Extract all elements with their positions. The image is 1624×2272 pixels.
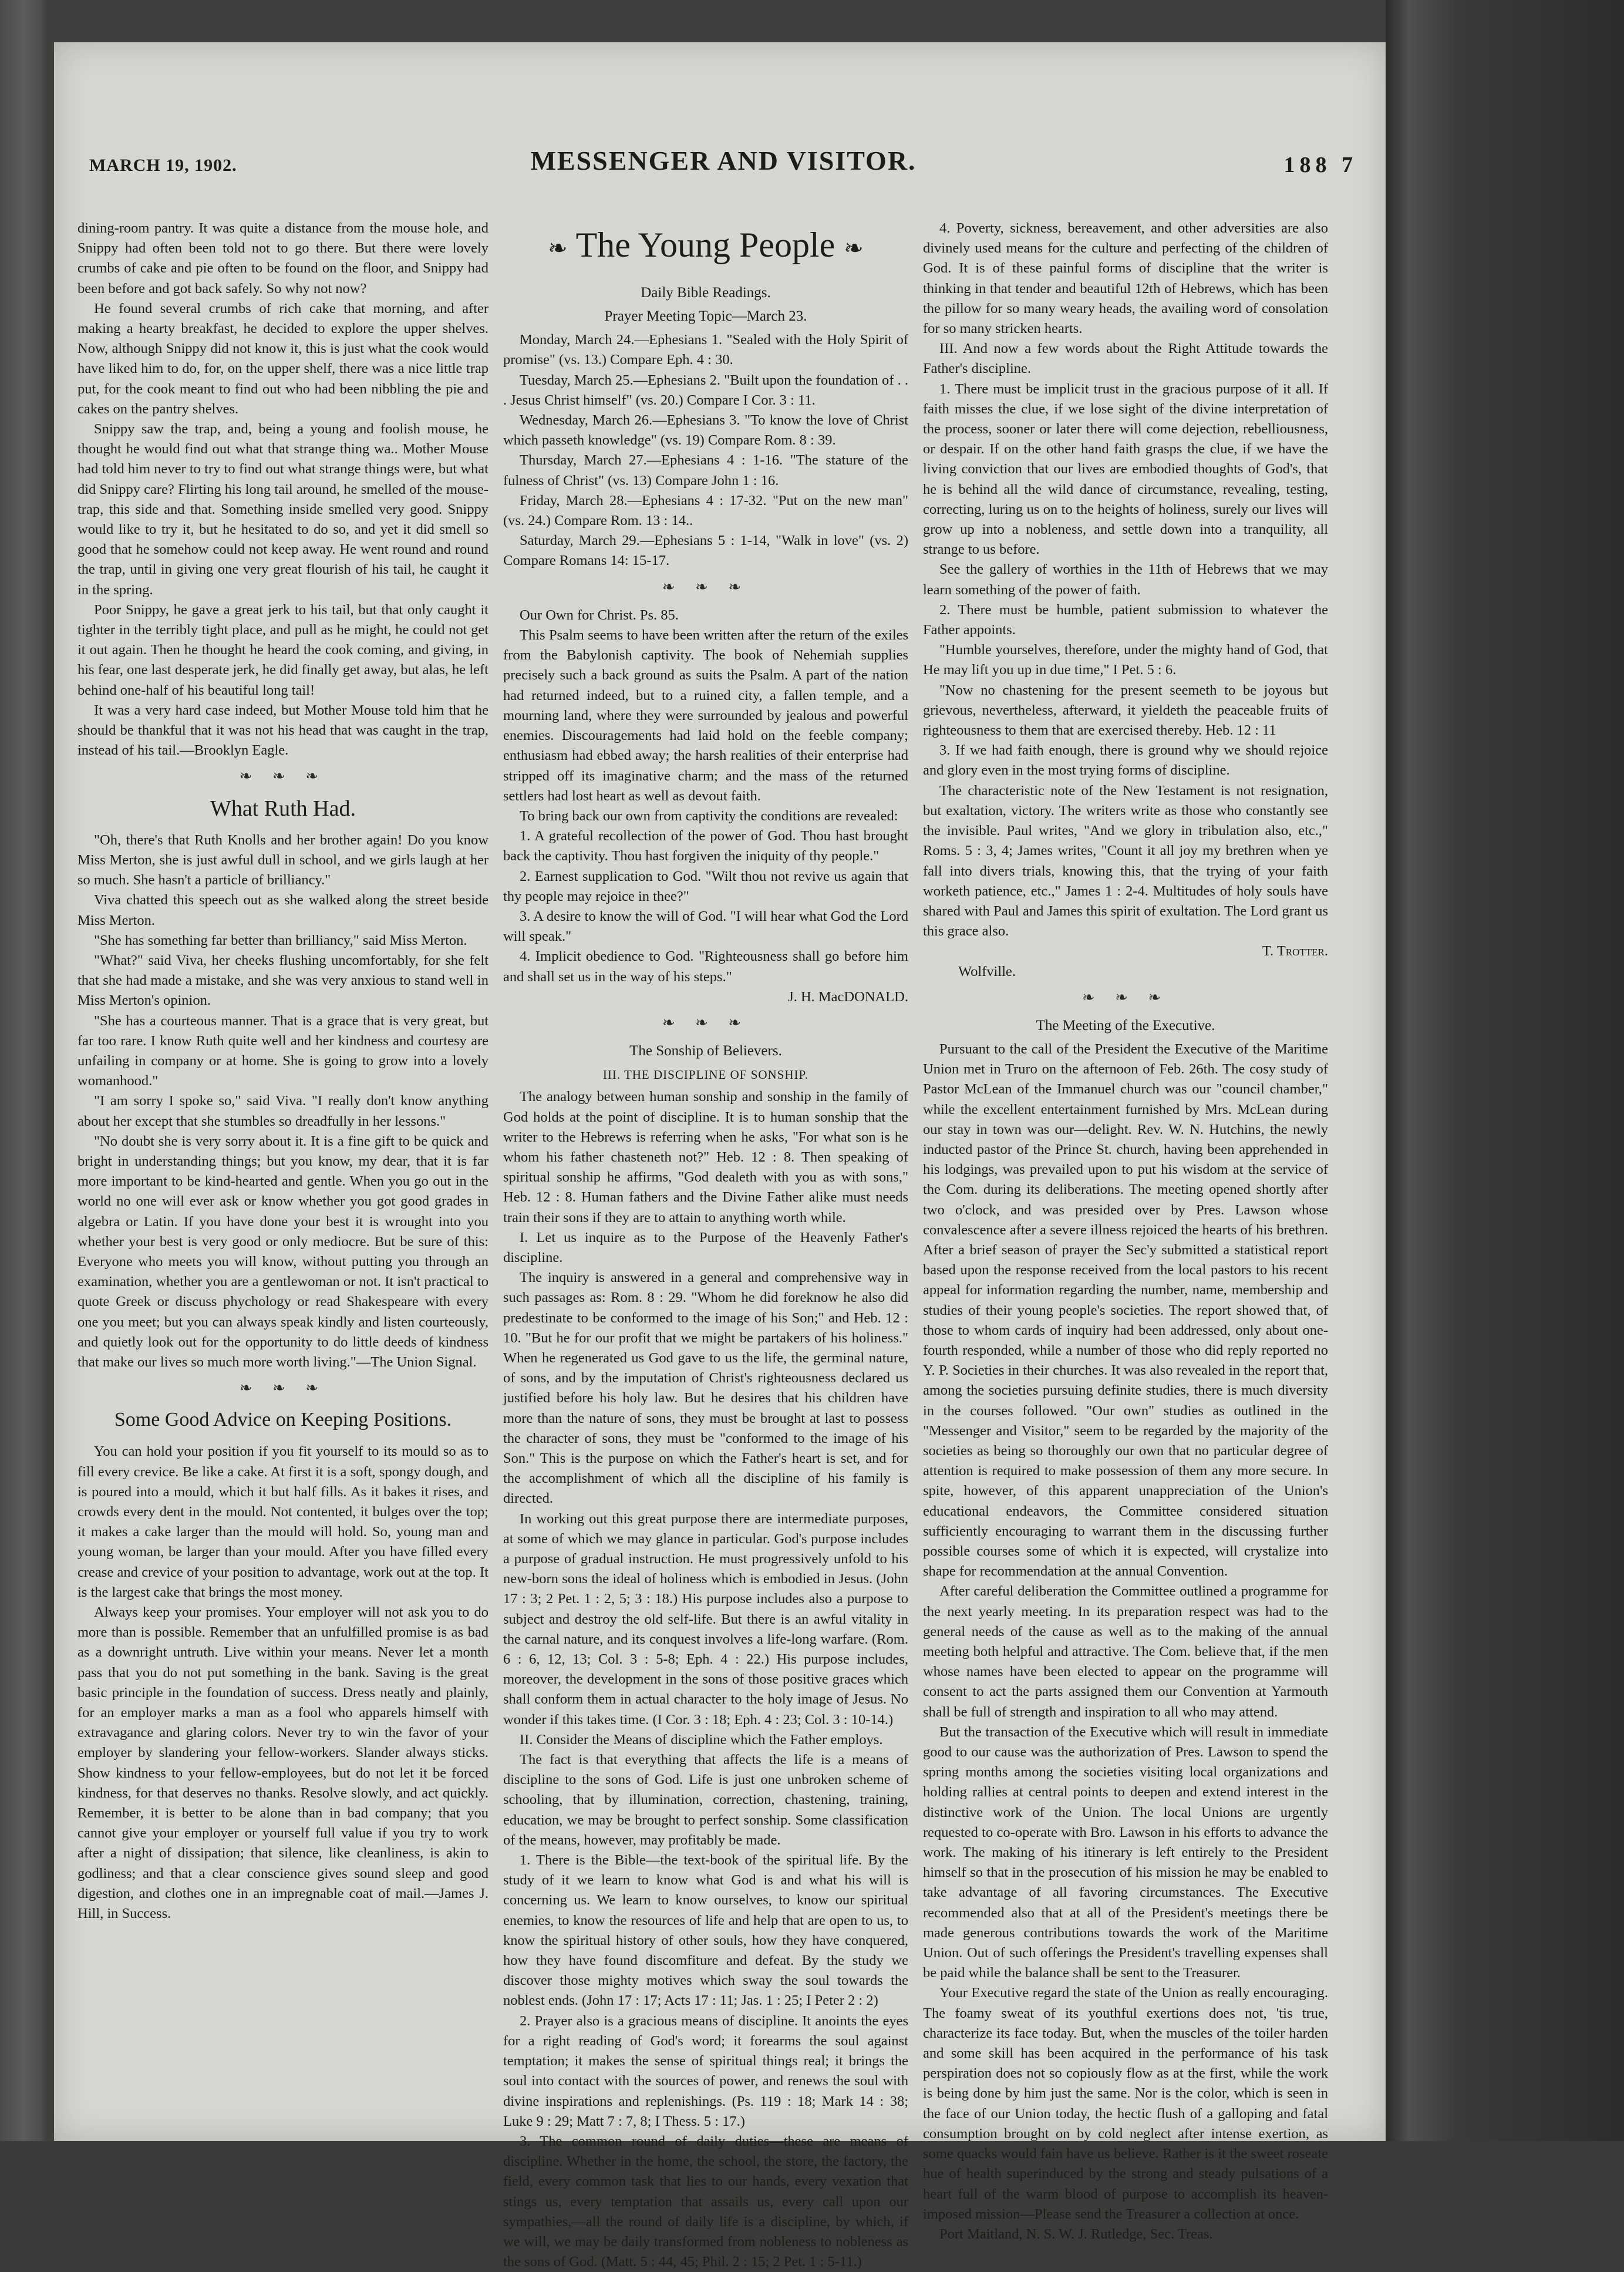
newspaper-title: MESSENGER AND VISITOR. xyxy=(530,146,917,176)
trotter-signature: T. Trotter. xyxy=(1262,943,1328,960)
fleuron-left-icon: ❧ xyxy=(548,235,568,262)
column-middle xyxy=(503,218,908,2272)
sonship-paragraph: 1. There is the Bible—the text-book of the spiritual life. By the study of it we learn to know what God is and what his will is concerning us. We learn to know ourselves, to know our spiritual enemies, to know the resources of life and help that are open to us, to know the spiritual history of other souls, how they have conquered, how they have found discomfiture and defeat. By the study we discover those mighty motives which sway the soul towards the noblest ends. (John 17 : 17; Acts 17 : 11; Jas. 1 : 25; I Peter 2 : 2) xyxy=(503,1852,908,2009)
meeting-title: The Meeting of the Executive. xyxy=(1036,1017,1215,1034)
fleuron-right-icon: ❧ xyxy=(844,235,864,262)
ruth-paragraph: "She has a courteous manner. That is a grace that is very great, but far too rare. I know Ruth quite well and her kindness and courtesy are unfailing in company or at home. She is going to grow into a lovely womanhood." xyxy=(78,1012,488,1089)
section-title: The Young People xyxy=(575,225,835,264)
own-article xyxy=(503,625,908,1007)
sonship-paragraph: 1. There must be implicit trust in the gracious purpose of it all. If faith misses the clue, if we lose sight of the divine interpretation of the process, sooner or later there will come dejection, rebelliousness, or despair. If on the other hand faith grasps the clue, if we have the living conviction that our lives are embodied thoughts of God's, that he is behind all the wild dance of circumstance, revealing, testing, correcting, luring us on to the heights of holiness, surely our lives will grow up into a nobleness, and settle down into a tranquility, all strange to us before. xyxy=(923,381,1328,558)
own-heading: Our Own for Christ. Ps. 85. xyxy=(520,607,679,623)
sonship-continuation xyxy=(923,218,1328,982)
readings-list xyxy=(503,330,908,571)
page-edge-shadow xyxy=(1386,0,1624,2141)
reading-item: Monday, March 24.—Ephesians 1. "Sealed with the Holy Spirit of promise" (vs. 13.) Compare Eph. 4 : 30. xyxy=(503,332,908,368)
meeting-article xyxy=(923,1039,1328,2244)
sonship-title: The Sonship of Believers. xyxy=(629,1043,782,1059)
own-signature: J. H. MacDONALD. xyxy=(788,988,908,1005)
advice-article xyxy=(78,1442,488,1924)
trotter-place: Wolfville. xyxy=(958,963,1016,980)
own-paragraph: 2. Earnest supplication to God. "Wilt thou not revive us again that thy people may rejoice in thee?" xyxy=(503,868,908,904)
sonship-paragraph: 3. If we had faith enough, there is ground why we should rejoice and glory even in the most trying forms of discipline. xyxy=(923,742,1328,779)
meeting-paragraph: Your Executive regard the state of the Union as really encouraging. The foamy sweat of its youthful exertions does not, 'tis true, characterize its face today. But, when the muscles of the toiler harden and some skill has been acquired in the performance of his task perspiration does not so copiously flow as at the first, while the work is being done by him just the same. Nor is the color, which is seen in the face of our Union today, the hectic flush of a galloping and fatal consumption brought on by cold neglect after intense exertion, as some quacks would fain have us believe. Rather is it the sweet roseate hue of health superinduced by the strong and steady pulsations of a heart full of the warm blood of purpose to accomplish its heaven-imposed mission—Please send the Treasurer a collection at once. xyxy=(923,1985,1328,2222)
story-paragraph: It was a very hard case indeed, but Mother Mouse told him that he should be thankful that it was not his head that was caught in the trap, instead of his tail.—Brooklyn Eagle. xyxy=(78,702,488,759)
section-ornament: ❧ ❧ ❧ xyxy=(662,578,750,595)
sonship-article xyxy=(503,1087,908,2272)
sonship-paragraph: II. Consider the Means of discipline which the Father employs. xyxy=(520,1731,883,1748)
page-header xyxy=(89,145,1357,186)
meeting-signature: Port Maitland, N. S. W. J. Rutledge, Sec. Treas. xyxy=(939,2226,1213,2242)
mouse-story xyxy=(78,218,488,760)
sonship-paragraph: "Now no chastening for the present seemeth to be joyous but grievous, nevertheless, afterward, it yieldeth the peaceable fruits of righteousness to them that are exercised thereby. Heb. 12 : 11 xyxy=(923,682,1328,739)
section-ornament: ❧ ❧ ❧ xyxy=(1081,988,1170,1006)
advice-paragraph: You can hold your position if you fit yourself to its mould so as to fill every crevice. Be like a cake. At first it is a soft, spongy dough, and is poured into a mould, which it but half fills. As it bakes it rises, and crowds every dent in the mould. Not contented, it bulges over the top; it makes a cake larger than the mould will hold. So, young man and young woman, be larger than your mould. After you have filled every crease and crevice of your position to advantage, work out at the top. It is the largest cake that brings the most money. xyxy=(78,1443,488,1600)
reading-item: Saturday, March 29.—Ephesians 5 : 1-14, "Walk in love" (vs. 2) Compare Romans 14: 15-17. xyxy=(503,533,908,569)
story-paragraph: dining-room pantry. It was quite a distance from the mouse hole, and Snippy had often been told not to go there. But there were lovely crumbs of cake and pie often to be found on the floor, and Snippy had been before and got back safely. So why not now? xyxy=(78,220,488,297)
meeting-paragraph: After careful deliberation the Committee outlined a programme for the next yearly meeting. In its preparation respect was had to the general needs of the cause as well as to the making of the annual meeting both helpful and attractive. The Com. believe that, if the men whose names have been elected to appear on the programme will consent to act the parts assigned them our Convention at Yarmouth shall be full of strength and inspiration to all who may attend. xyxy=(923,1583,1328,1720)
sonship-paragraph: 2. Prayer also is a gracious means of discipline. It anoints the eyes for a right reading of God's word; it forearms the soul against temptation; it makes the sense of spiritual things real; it brings the soul into contact with the sources of power, and renews the soul with divine inspirations and replenishings. (Ps. 119 : 18; Mark 14 : 38; Luke 9 : 29; Matt 7 : 7, 8; I Thess. 5 : 17.) xyxy=(503,2012,908,2129)
story-paragraph: Snippy saw the trap, and, being a young and foolish mouse, he thought he would find out what that strange thing wa.. Mother Mouse had told him never to try to find out what strange things were, but what did Snippy care? Flirting his long tail around, he smelled of the mouse-trap, this side and that. Something inside smelled very good. Snippy would like to try it, but he hesitated to do so, and yet it did smell so good that he somehow could not keep away. He went round and round the trap, until in giving one very great flourish of his tail, he caught it in the spring. xyxy=(78,421,488,598)
sonship-paragraph: In working out this great purpose there are intermediate purposes, at some of which we may glance in particular. God's purpose includes a purpose of gradual instruction. He must progressively unfold to his new-born sons the ideal of holiness which is embodied in Jesus. (John 17 : 3; 2 Pet. 1 : 2, 5; 3 : 18.) His purpose includes also a purpose to subject and destroy the old self-life. But there is an awful vitality in the carnal nature, and its conquest involves a life-long warfare. (Rom. 6 : 6, 12, 13; Col. 3 : 5-8; Eph. 4 : 22.) His purpose includes, moreover, the development in the sons of those positive graces which shall conform them in actual character to the holy image of Jesus. No wonder if this takes time. (I Cor. 3 : 18; Eph. 4 : 23; Col. 3 : 10-14.) xyxy=(503,1510,908,1728)
sonship-paragraph: The fact is that everything that affects the life is a means of discipline to the sons of God. Life is just one unbroken scheme of schooling, that by illumination, correction, chastening, training, education, we may be brought to perfect sonship. Some classification of the means, however, may profitably be made. xyxy=(503,1752,908,1848)
sonship-paragraph: See the gallery of worthies in the 11th of Hebrews that we may learn something of the power of faith. xyxy=(923,561,1328,598)
sonship-paragraph: The characteristic note of the New Testament is not resignation, but exaltation, victory. The writers write as those who constantly see the invisible. Paul writes, "And we glory in tribulation also, etc.," Roms. 5 : 3, 4; James writes, "Count it all joy my brethren when ye fall into divers trials, knowing this, that the trying of your faith worketh patience, etc.," James 1 : 2-4. Multitudes of holy souls have shared with Paul and James this spirit of exultation. The Lord grant us this grace also. xyxy=(923,782,1328,940)
section-ornament: ❧ ❧ ❧ xyxy=(239,768,327,785)
ruth-article xyxy=(78,830,488,1372)
story-paragraph: Poor Snippy, he gave a great jerk to his tail, but that only caught it tighter in the terribly tight place, and pull as he might, he could not get it out again. Then he thought he heard the cook coming, and giving, in his fear, one last desperate jerk, he did finally get away, but alas, he left behind one-half of his beautiful long tail! xyxy=(78,601,488,698)
sonship-paragraph: I. Let us inquire as to the Purpose of the Heavenly Father's discipline. xyxy=(503,1229,908,1265)
ruth-paragraph: "What?" said Viva, her cheeks flushing uncomfortably, for she felt that she had made a mistake, and she was very anxious to stand well in Miss Merton's opinion. xyxy=(78,952,488,1009)
advice-title: Some Good Advice on Keeping Positions. xyxy=(114,1409,452,1431)
own-paragraph: To bring back our own from captivity the conditions are revealed: xyxy=(520,807,898,824)
meeting-paragraph: But the transaction of the Executive which will result in immediate good to our cause was the authorization of Pres. Lawson to spend the spring months among the societies visiting local organizations and holding rallies at central points to deepen and extend interest in the distinctive work of the Union. The local Unions are urgently requested to co-operate with Bro. Lawson in his efforts to advance the work. The making of his itinerary is left entirely to the President himself so that in the prosecution of his mission he may be enabled to take advantage of all favoring circumstances. The Executive recommended also that at all of the President's meetings there be made generous contributions towards the work of the Maritime Union. Out of such offerings the President's travelling expenses shall be paid while the balance shall be sent to the Treasurer. xyxy=(923,1724,1328,1981)
ruth-title: What Ruth Had. xyxy=(210,796,356,821)
ruth-paragraph: Viva chatted this speech out as she walked along the street beside Miss Merton. xyxy=(78,892,488,928)
ruth-paragraph: "Oh, there's that Ruth Knolls and her brother again! Do you know Miss Merton, she is just awful dull in school, and we girls laugh at her so much. She hasn't a particle of brilliancy." xyxy=(78,832,488,888)
advice-paragraph: Always keep your promises. Your employer will not ask you to do more than is possible. Remember that an unfulfilled promise is as bad as a downright untruth. Live within your means. Never let a month pass that you do not put something in the bank. Saving is the great basic principle in the foundation of success. Dress neatly and plainly, for an employer marks a man as a fool who apparels himself with extravagance and glaring colors. Never try to win the favor of your employer by slandering your fellow-workers. Slander always sticks. Show kindness to your fellow-employees, but do not let it be forced kindness, for that deserves no thanks. Resolve slowly, and act quickly. Remember, it is better to be alone than in bad company; that you cannot give your employer or yourself full value if you try to work after a night of dissipation; that silence, like cleanliness, is akin to godliness; and that a clear conscience gives sound sleep and good digestion, and clothes one in an impregnable coat of mail.—James J. Hill, in Success. xyxy=(78,1604,488,1922)
sonship-paragraph: "Humble yourselves, therefore, under the mighty hand of God, that He may lift you up in due time," I Pet. 5 : 6. xyxy=(923,642,1328,678)
issue-date: MARCH 19, 1902. xyxy=(89,156,237,175)
column-left xyxy=(78,218,488,1924)
meeting-paragraph: Pursuant to the call of the President the Executive of the Maritime Union met in Truro on the afternoon of Feb. 26th. The cosy study of Pastor McLean of the Immanuel church was our "council chamber," while the excellent entertainment furnished by Mrs. McLean during our stay in town was our—delight. Rev. W. N. Hutchins, the newly inducted pastor of the Prince St. church, having been apprehended in his lodgings, was prevailed upon to put his wisdom at the service of the Com. during its deliberations. The meeting opened shortly after two o'clock, and was presided over by Pres. Lawson whose convalescence after a severe illness rejoiced the hearts of his brethren. After a brief season of prayer the Sec'y submitted a statistical report based upon the response received from the local pastors to his recent appeal for information regarding the number, name, membership and studies of their young people's societies. The report showed that, of those to whom cards of inquiry had been addressed, only about one-fourth responded, while a number of those who did reply reported no Y. P. Societies in their churches. It was also revealed in the report that, among the societies pursuing definite studies, there is much diversity in the courses followed. "Our own" studies as outlined in the "Messenger and Visitor," seem to be regarded by the majority of the societies as being so thoroughly our own that no particular degree of attention is required to make possession of them any more secure. In spite, however, of this apparent unappreciation of the Union's educational endeavors, the Committee considered situation sufficiently encouraging to warrant them in the discussing further possible courses some of which it is expected, will crystalize into shape for recommendation at the annual Convention. xyxy=(923,1041,1328,1580)
story-paragraph: He found several crumbs of rich cake that morning, and after making a hearty breakfast, he decided to explore the upper shelves. Now, although Snippy did not know it, this is just what the cook would have liked him to do, for, on the upper shelf, there was a nice little trap put, for the cook meant to find out who had been nibbling the pie and cakes on the pantry shelves. xyxy=(78,300,488,417)
young-people-heading xyxy=(503,224,908,269)
section-ornament: ❧ ❧ ❧ xyxy=(239,1379,327,1397)
sonship-paragraph: 3. The common round of daily duties—these are means of discipline. Whether in the home, the school, the store, the factory, the field, every common task that lies to our hands, every vexation that stings us, every temptation that assails us, every call upon our sympathies,—all the round of daily life is a discipline, by which, if we will, we may be daily transformed from nobleness to nobleness as the sons of God. (Matt. 5 : 44, 45; Phil. 2 : 15; 2 Pet. 1 : 5-11.) xyxy=(503,2133,908,2270)
sonship-paragraph: 4. Poverty, sickness, bereavement, and other adversities are also divinely used means for the culture and perfecting of the children of God. It is of these painful forms of discipline that the writer is thinking in that tender and beautiful 12th of Hebrews, which has been the pillow for so many weary heads, the availing word of consolation for so many stricken hearts. xyxy=(923,220,1328,337)
ruth-paragraph: "She has something far better than brilliancy," said Miss Merton. xyxy=(94,932,467,948)
section-ornament: ❧ ❧ ❧ xyxy=(662,1014,750,1031)
sonship-paragraph: 2. There must be humble, patient submission to whatever the Father appoints. xyxy=(923,601,1328,638)
own-paragraph: This Psalm seems to have been written after the return of the exiles from the Babylonish captivity. The book of Nehemiah supplies precisely such a back ground as suits the Psalm. A part of the nation had returned indeed, but to a ruined city, a fallen temple, and a mourning land, where they were surrounded by jealous and powerful enemies. Discouragements had laid hold on the feeble company; enthusiasm had ebbed away; the harsh realities of their enterprise had stripped off its imaginative charm; and the mass of the returned settlers had lost heart as well as devout faith. xyxy=(503,627,908,804)
reading-item: Thursday, March 27.—Ephesians 4 : 1-16. "The stature of the fulness of Christ" (vs. 13) Compare John 1 : 16. xyxy=(503,452,908,489)
page-number: 188 7 xyxy=(1283,153,1357,177)
own-paragraph: 3. A desire to know the will of God. "I will hear what God the Lord will speak." xyxy=(503,908,908,945)
column-right xyxy=(923,218,1328,2244)
reading-item: Wednesday, March 26.—Ephesians 3. "To know the love of Christ which passeth knowledge" (vs. 19) Compare Rom. 8 : 39. xyxy=(503,412,908,449)
topic-line: Prayer Meeting Topic—March 23. xyxy=(604,308,807,325)
sonship-subtitle: III. THE DISCIPLINE OF SONSHIP. xyxy=(602,1068,809,1082)
sonship-paragraph: The inquiry is answered in a general and comprehensive way in such passages as: Rom. 8 : 29. "Whom he did foreknow he also did predestinate to be conformed to the image of his Son;" and Heb. 12 : 10. "But he for our profit that we might be partakers of his holiness." When he regenerated us God gave to us the life, the germinal nature, of sons, and by the imputation of Christ's righteousness declared us justified before his holy law. But he desires that his children have more than the nature of sons, they must be brought at last to possess the character of sons, they must be "conformed to the image of his Son." This is the purpose on which the Father's heart is set, and for the accomplishment of which all the discipline of his family is directed. xyxy=(503,1270,908,1507)
readings-title: Daily Bible Readings. xyxy=(641,285,771,301)
own-paragraph: 4. Implicit obedience to God. "Righteousness shall go before him and shall set us in the way of his steps." xyxy=(503,948,908,985)
ruth-paragraph: "I am sorry I spoke so," said Viva. "I really don't know anything about her except that she stumbles so dreadfully in her lessons." xyxy=(78,1093,488,1129)
newspaper-page xyxy=(54,42,1386,2270)
sonship-paragraph: The analogy between human sonship and sonship in the family of God holds at the point of discipline. It is to human sonship that the writer to the Hebrews is referring when he asks, "For what son is he whom his father chasteneth not?" Heb. 12 : 8. Then speaking of spiritual sonship he affirms, "God dealeth with you as with sons," Heb. 12 : 8. Human fathers and the Divine Father alike must needs train their sons if they are to attain to anything worth while. xyxy=(503,1089,908,1226)
reading-item: Tuesday, March 25.—Ephesians 2. "Built upon the foundation of . . . Jesus Christ himself" (vs. 20.) Compare I Cor. 3 : 11. xyxy=(503,372,908,408)
ruth-paragraph: "No doubt she is very sorry about it. It is a fine gift to be quick and bright in understanding things; but you know, my dear, that it is far more important to be kind-hearted and gentle. When you go out in the world no one will ever ask or know whether you got good grades in algebra or Latin. If you have done your best it is wrought into you whether your best is very good or only mediocre. But be sure of this: Everyone who meets you will know, without putting you through an examination, whether you are a gentlewoman or not. It isn't practical to quote Greek or discuss phychology or read Shakespeare with every one you meet; but you can always speak kindly and listen courteously, and quietly look out for the opportunity to do little deeds of kindness that make our lives so much more worth living."—The Union Signal. xyxy=(78,1133,488,1370)
sonship-paragraph: III. And now a few words about the Right Attitude towards the Father's discipline. xyxy=(923,341,1328,377)
own-paragraph: 1. A grateful recollection of the power of God. Thou hast brought back the captivity. Thou hast forgiven the iniquity of thy people." xyxy=(503,828,908,864)
reading-item: Friday, March 28.—Ephesians 4 : 17-32. "Put on the new man" (vs. 24.) Compare Rom. 13 : 14.. xyxy=(503,492,908,529)
